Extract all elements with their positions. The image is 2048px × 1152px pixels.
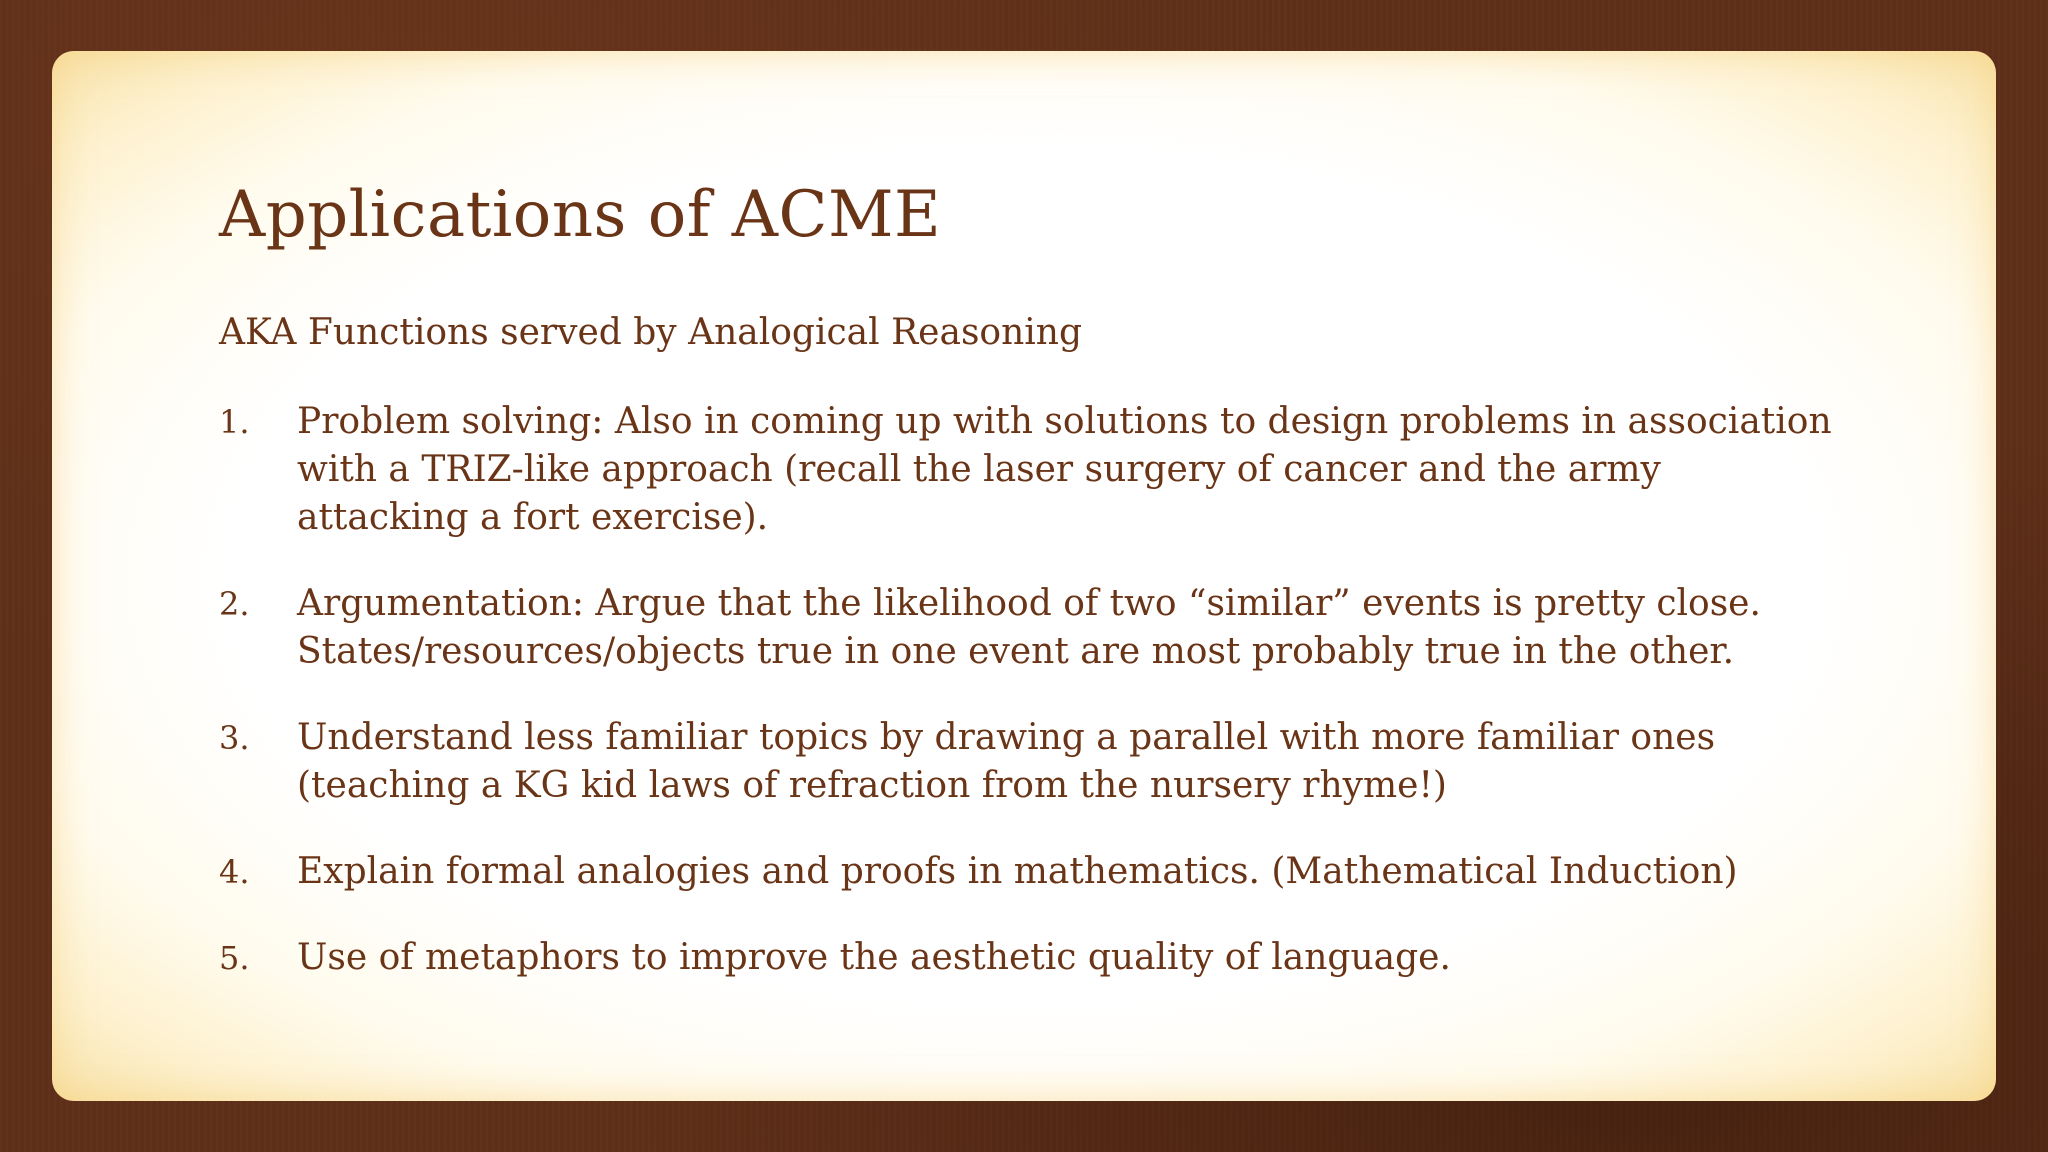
list-item-4 [219,848,1839,896]
list-item-number: 5. [219,939,250,977]
list-item-text: Explain formal analogies and proofs in mathematics. (Mathematical Induction) [297,851,1738,892]
list-item-text: Argumentation: Argue that the likelihood of two “similar” events is pretty close. States/resources/objects true in one event are most probably true in the other. [297,583,1761,672]
list-item-text: Use of metaphors to improve the aesthetic quality of language. [297,937,1451,978]
list-item-5 [219,934,1839,982]
list-item-number: 1. [219,403,250,441]
list-item-3 [219,714,1839,810]
numbered-list [219,398,1839,1020]
list-item-2 [219,580,1839,676]
list-item-number: 3. [219,719,250,757]
slide-subtitle: AKA Functions served by Analogical Reasoning [219,312,1083,353]
list-item-1 [219,398,1839,542]
list-item-number: 4. [219,853,250,891]
list-item-number: 2. [219,585,250,623]
slide-title: Applications of ACME [219,178,942,252]
list-item-text: Problem solving: Also in coming up with solutions to design problems in association with a TRIZ-like approach (recall the laser surgery of cancer and the army attacking a fort exercise). [297,401,1832,538]
list-item-text: Understand less familiar topics by drawing a parallel with more familiar ones (teaching a KG kid laws of refraction from the nursery rhyme!) [297,717,1716,806]
